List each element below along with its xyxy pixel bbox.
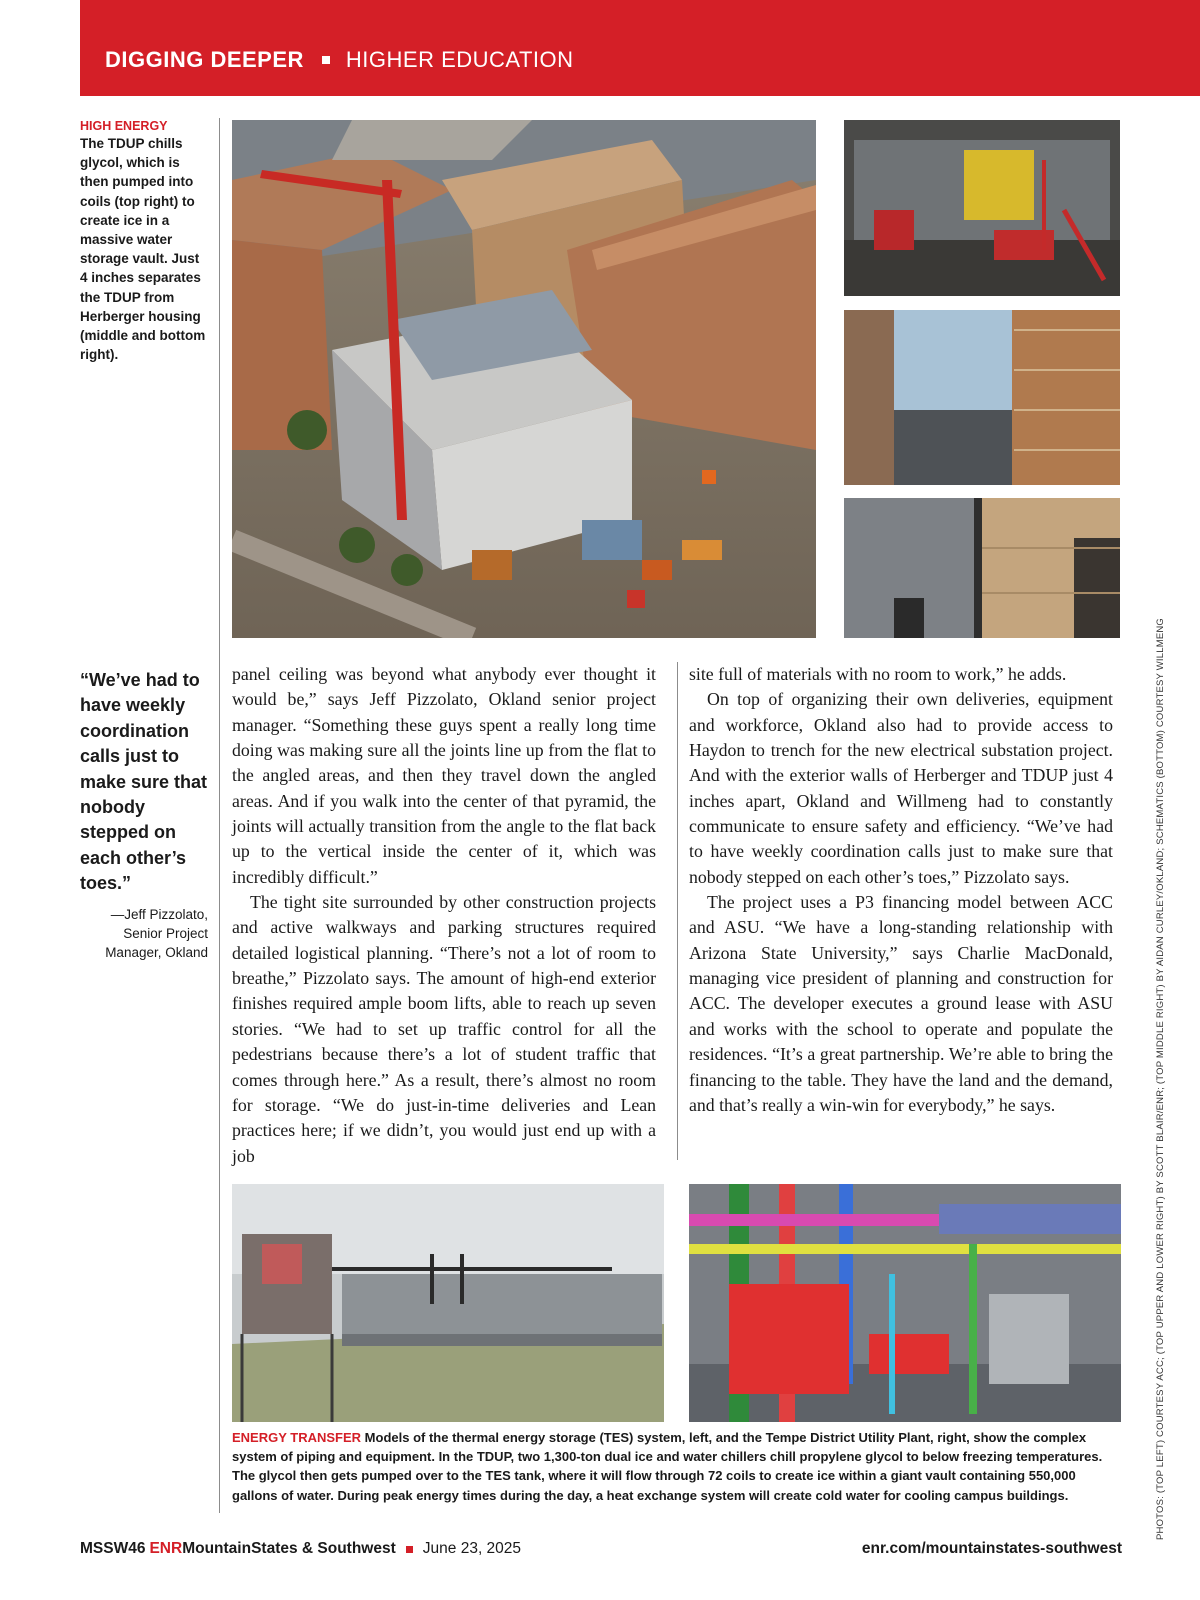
paragraph: On top of organizing their own deliveries, equipment and workforce, Okland also had to provide access to Haydon to trench for the new electrical substation project. And with the exterior walls of Herberger and TDUP just 4 inches apart, Okland and Willmeng had to constantly communicate to ensure safety and efficiency. “We’ve had to have weekly coordination calls just to make sure that nobody stepped on each other’s toes,” Pizzolato says.: [689, 689, 1113, 887]
page-number: MSSW46: [80, 1540, 146, 1557]
building-gap-photo: [844, 310, 1120, 485]
header-separator: [322, 56, 330, 64]
article-column-right: [689, 662, 1113, 1118]
section-header: [80, 0, 1200, 96]
header-text: [105, 47, 574, 73]
article-column-left: [232, 662, 656, 1169]
pull-quote-text: “We’ve had to have weekly coordination calls just to make sure that nobody stepped on each other’s toes.”: [80, 670, 208, 894]
pull-quote-attribution: [80, 905, 208, 963]
attribution-title-line-2: Manager, Okland: [105, 945, 208, 961]
tdup-plant-model: [689, 1184, 1121, 1422]
photo-credit: PHOTOS: (TOP LEFT) COURTESY ACC; (TOP UPPER AND LOWER RIGHT) BY SCOTT BLAIR/ENR; (TOP MIDDLE RIGHT) BY AIDAN CURLEY/OKLAND; SCHEMATICS (BOTTOM) COURTESY WILLMENG: [1155, 617, 1166, 1540]
section-title: DIGGING DEEPER: [105, 47, 304, 72]
caption-text: Models of the thermal energy storage (TES) system, left, and the Tempe District Utility Plant, right, show the complex system of piping and equipment. In the TDUP, two 1,300-ton dual ice and water chillers chill propylene glycol to below freezing temperatures. The glycol then gets pumped over to the TES tank, where it will flow through 72 coils to create ice within a giant vault containing 550,000 gallons of water. During peak energy times during the day, a heat exchange system will create cold water for cooling campus buildings.: [232, 1430, 1103, 1503]
footer-separator: [406, 1546, 413, 1553]
paragraph: panel ceiling was beyond what anybody ever thought it would be,” says Jeff Pizzolato, Okland senior project manager. “Something these guys spent a really long time doing was making sure all the joints line up from the flat to the angled areas, and then they travel down the angled areas. And if you walk into the center of that pyramid, the joints will actually transition from the angle to the flat back up to the vertical inside the center of it, which was incredibly difficult.”: [232, 664, 656, 887]
column-divider: [677, 662, 678, 1160]
pull-quote: [80, 668, 208, 963]
publication-name: MountainStates & Southwest: [182, 1540, 396, 1557]
caption-label: HIGH ENERGY: [80, 119, 168, 133]
aerial-construction-photo: [232, 120, 816, 638]
issue-date: June 23, 2025: [422, 1540, 522, 1557]
ice-coils-photo: [844, 120, 1120, 296]
walls-four-inches-apart-photo: [844, 498, 1120, 638]
photo-caption-high-energy: [80, 118, 208, 364]
caption-text: The TDUP chills glycol, which is then pumped into coils (top right) to create ice in a massive water storage vault. Just 4 inches separates the TDUP from Herberger housing (middle and bottom right).: [80, 136, 206, 363]
tes-system-model: [232, 1184, 664, 1422]
paragraph: site full of materials with no room to work,” he adds.: [689, 664, 1067, 684]
attribution-name: —Jeff Pizzolato,: [110, 906, 208, 922]
schematics-caption: [232, 1428, 1122, 1505]
paragraph: The tight site surrounded by other construction projects and active walkways and parking structures required detailed logistical planning. “There’s not a lot of room to breathe,” Pizzolato says. The amount of high-end exterior finishes required ample boom lifts, able to reach up seven stories. “We had to set up traffic control for all the pedestrians because there’s a lot of student traffic that comes through here.” As a result, there’s almost no room for storage. “We do just-in-time deliveries and Lean practices here; if we didn’t, you would just end up with a job: [232, 892, 656, 1166]
sidebar-divider: [219, 118, 220, 1513]
attribution-title-line-1: Senior Project: [123, 926, 208, 942]
subsection-title: HIGHER EDUCATION: [345, 47, 574, 72]
brand-logo: ENR: [149, 1540, 183, 1557]
paragraph: The project uses a P3 financing model between ACC and ASU. “We have a long-standing relationship with Arizona State University,” says Charlie MacDonald, managing vice president of planning and construction for ACC. The developer executes a ground lease with ASU and works with the school to operate and populate the residences. “It’s a great partnership. We’re able to bring the financing to the table. They have the land and the demand, and that’s really a win-win for everybody,” he says.: [689, 892, 1113, 1115]
page-footer: [80, 1540, 1122, 1558]
website-url[interactable]: enr.com/mountainstates-southwest: [861, 1540, 1122, 1557]
caption-label: ENERGY TRANSFER: [232, 1430, 362, 1445]
